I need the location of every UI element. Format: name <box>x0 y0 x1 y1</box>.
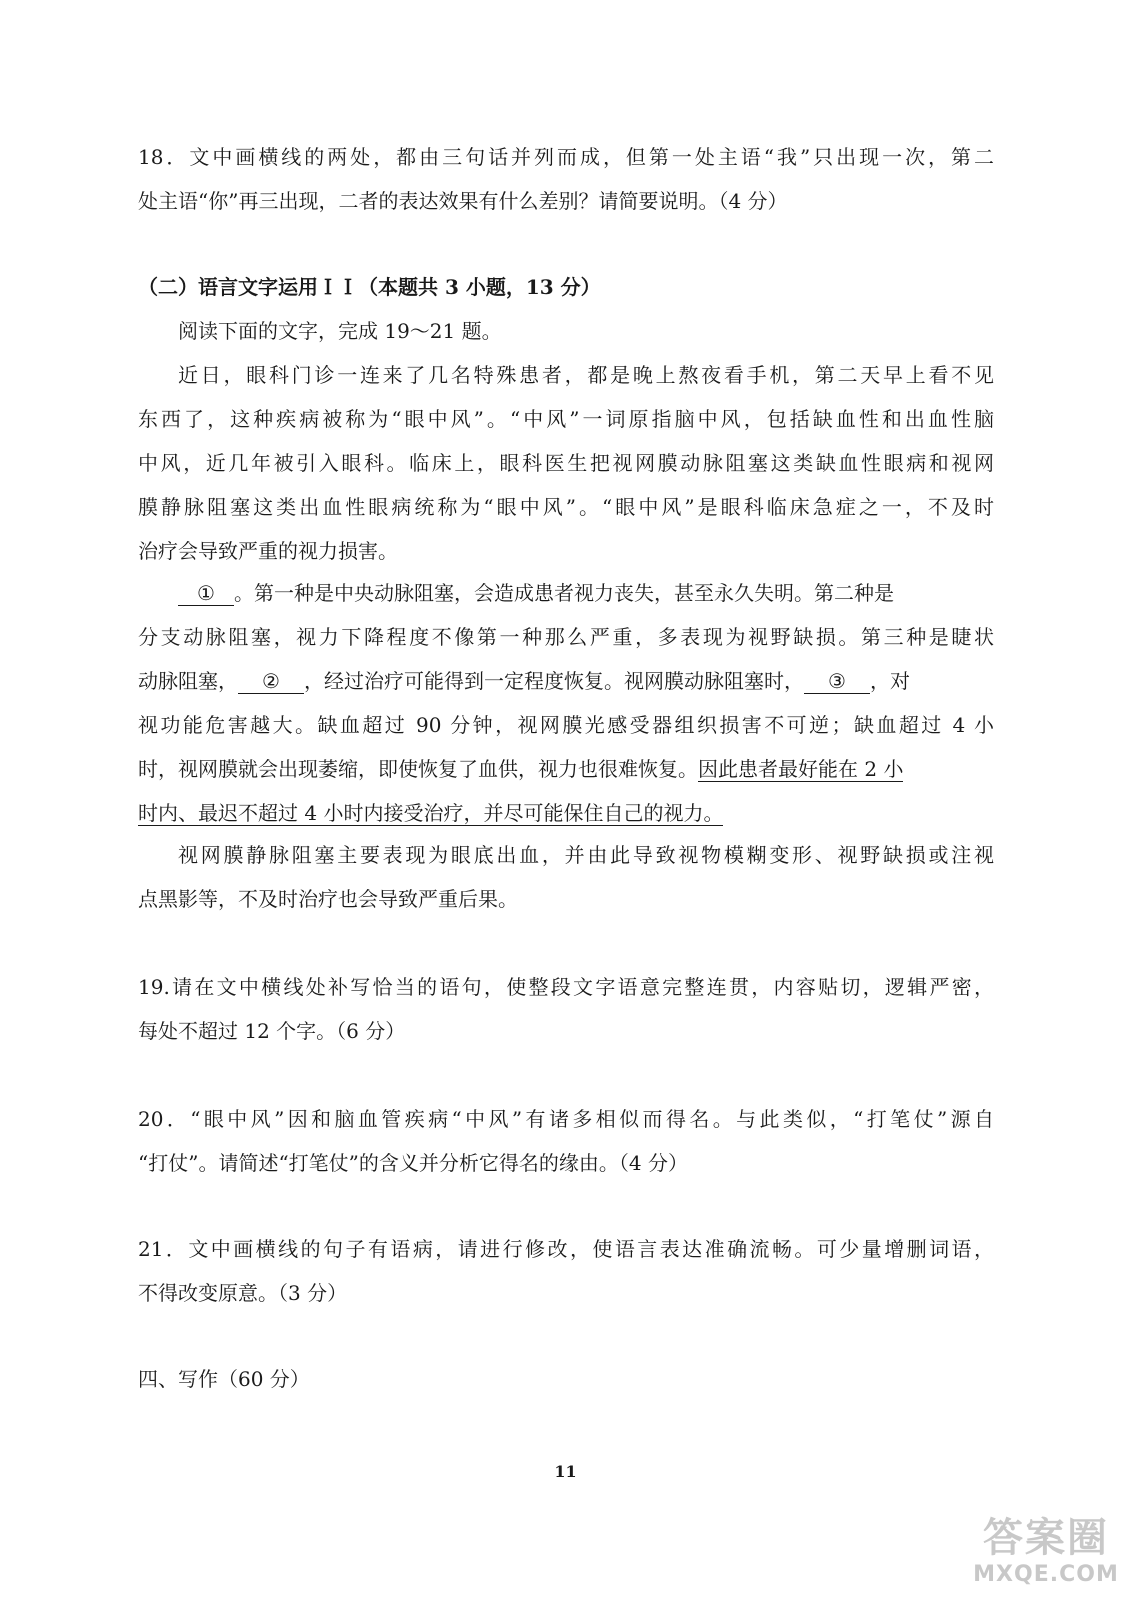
passage-p2-line-4: 视功能危害越大。缺血超过 90 分钟，视网膜光感受器组织损害不可逆；缺血超过 4 小 <box>138 713 994 737</box>
passage-p2-line-3-b: ，经过治疗可能得到一定程度恢复。视网膜动脉阻塞时， <box>304 669 804 693</box>
blank-1: ① <box>178 581 234 606</box>
blank-2: ② <box>238 669 304 694</box>
passage-p2-line-3-c: ，对 <box>870 669 910 693</box>
passage-p1-line-2: 东西了，这种疾病被称为“眼中风”。“中风”一词原指脑中风，包括缺血性和出血性脑 <box>138 407 994 431</box>
q20-line-2: “打仗”。请简述“打笔仗”的含义并分析它得名的缘由。（4 分） <box>138 1151 688 1175</box>
passage-p2-line-5-a: 时，视网膜就会出现萎缩，即使恢复了血供，视力也很难恢复。 <box>138 757 698 781</box>
passage-p2-line-2: 分支动脉阻塞，视力下降程度不像第一种那么严重，多表现为视野缺损。第三种是睫状 <box>138 625 994 649</box>
q19-line-2: 每处不超过 12 个字。（6 分） <box>138 1019 406 1043</box>
passage-p3-line-1: 视网膜静脉阻塞主要表现为眼底出血，并由此导致视物模糊变形、视野缺损或注视 <box>178 843 994 867</box>
section4-heading: 四、写作（60 分） <box>138 1367 310 1391</box>
q19-line-1: 19.请在文中横线处补写恰当的语句，使整段文字语意完整连贯，内容贴切，逻辑严密， <box>138 975 994 999</box>
passage-p2-line-6 <box>138 798 994 828</box>
passage-p1-line-4: 膜静脉阻塞这类出血性眼病统称为“眼中风”。“眼中风”是眼科临床急症之一，不及时 <box>138 495 994 519</box>
passage-p2-line-1 <box>178 578 994 608</box>
section2-instruction: 阅读下面的文字，完成 19～21 题。 <box>178 319 502 343</box>
passage-p2-line-5 <box>138 754 994 784</box>
watermark-logo <box>971 1514 1121 1592</box>
q21-line-1: 21．文中画横线的句子有语病，请进行修改，使语言表达准确流畅。可少量增删词语， <box>138 1237 994 1261</box>
watermark-logo-title: 答案圈 <box>983 1515 1109 1561</box>
q20-line-1: 20．“眼中风”因和脑血管疾病“中风”有诸多相似而得名。与此类似，“打笔仗”源自 <box>138 1107 994 1131</box>
q18-line-2: 处主语“你”再三出现，二者的表达效果有什么差别？请简要说明。（4 分） <box>138 189 788 213</box>
passage-p1-line-1: 近日，眼科门诊一连来了几名特殊患者，都是晚上熬夜看手机，第二天早上看不见 <box>178 363 994 387</box>
passage-p1-line-3: 中风，近几年被引入眼科。临床上，眼科医生把视网膜动脉阻塞这类缺血性眼病和视网 <box>138 451 994 475</box>
q18-line-1: 18．文中画横线的两处，都由三句话并列而成，但第一处主语“我”只出现一次，第二 <box>138 145 994 169</box>
passage-p1-line-5: 治疗会导致严重的视力损害。 <box>138 539 398 563</box>
q21-line-2: 不得改变原意。（3 分） <box>138 1281 348 1305</box>
blank-3: ③ <box>804 669 870 694</box>
underlined-sentence-part-2: 时内、最迟不超过 4 小时内接受治疗，并尽可能保住自己的视力。 <box>138 801 724 825</box>
passage-p3-line-2: 点黑影等，不及时治疗也会导致严重后果。 <box>138 887 518 911</box>
passage-p2-line-1-text: 。第一种是中央动脉阻塞，会造成患者视力丧失，甚至永久失明。第二种是 <box>234 581 894 605</box>
underlined-sentence-part-1: 因此患者最好能在 2 小 <box>698 757 904 781</box>
watermark-logo-url: MXQE.COM <box>973 1562 1119 1587</box>
passage-p2-line-3-a: 动脉阻塞， <box>138 669 238 693</box>
passage-p2-line-3 <box>138 666 994 696</box>
page-number: 11 <box>554 1462 577 1481</box>
section2-heading: （二）语言文字运用ＩＩ（本题共 3 小题，13 分） <box>138 275 601 299</box>
